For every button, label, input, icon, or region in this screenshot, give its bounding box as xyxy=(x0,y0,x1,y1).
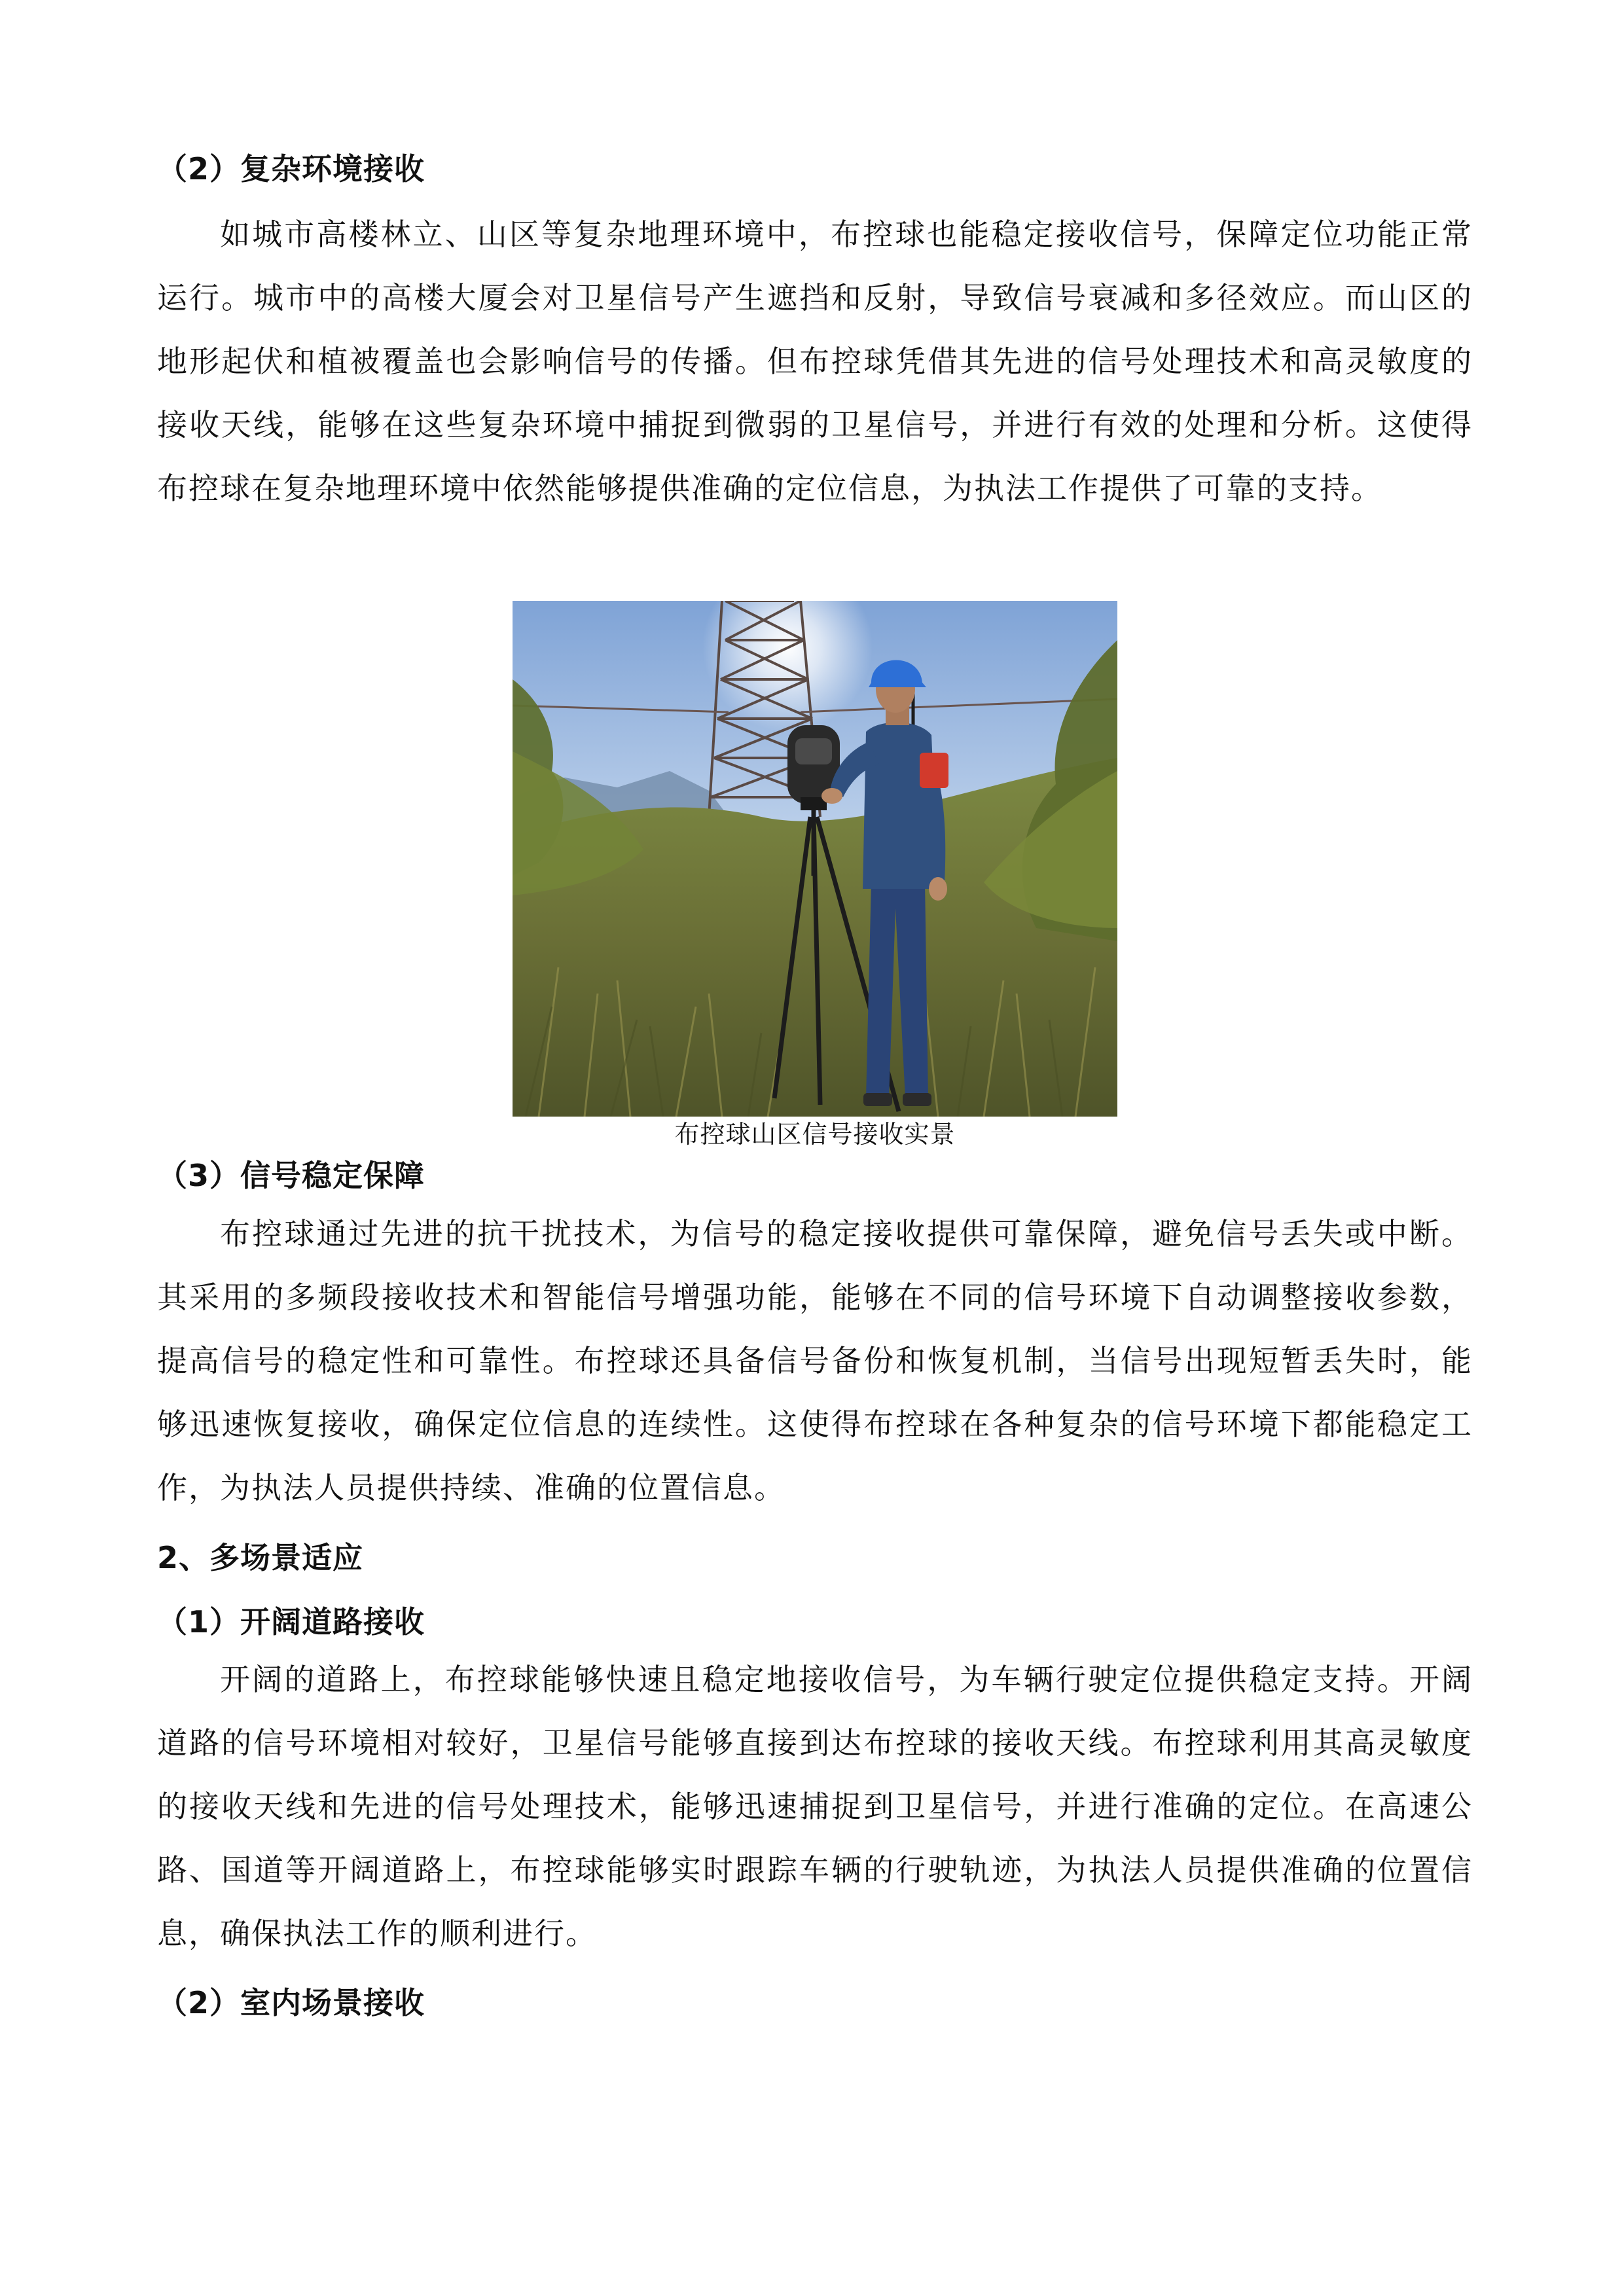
figure-caption: 布控球山区信号接收实景 xyxy=(674,1120,956,1149)
section-heading-open-road: （1）开阔道路接收 xyxy=(157,1604,425,1640)
section-heading-complex-environment: （2）复杂环境接收 xyxy=(157,151,425,187)
section-heading-multi-scenario: 2、多场景适应 xyxy=(157,1540,364,1575)
paragraph-signal-stability: 布控球通过先进的抗干扰技术，为信号的稳定接收提供可靠保障，避免信号丢失或中断。其采用的多频段接收技术和智能信号增强功能，能够在不同的信号环境下自动调整接收参数，提高信号的稳定性和可靠性。布控球还具备信号备份和恢复机制，当信号出现短暂丢失时，能够迅速恢复接收，确保定位信息的连续性。这使得布控球在各种复杂的信号环境下都能稳定工作，为执法人员提供持续、准确的位置信息。 xyxy=(157,1216,1473,1505)
section-heading-signal-stability: （3）信号稳定保障 xyxy=(157,1158,425,1193)
field-photo-illustration xyxy=(513,601,1117,1117)
paragraph-complex-environment: 如城市高楼林立、山区等复杂地理环境中，布控球也能稳定接收信号，保障定位功能正常运行。城市中的高楼大厦会对卫星信号产生遮挡和反射，导致信号衰减和多径效应。而山区的地形起伏和植被覆盖也会影响信号的传播。但布控球凭借其先进的信号处理技术和高灵敏度的接收天线，能够在这些复杂环境中捕捉到微弱的卫星信号，并进行有效的处理和分析。这使得布控球在复杂地理环境中依然能够提供准确的定位信息，为执法工作提供了可靠的支持。 xyxy=(157,217,1473,506)
paragraph-open-road: 开阔的道路上，布控球能够快速且稳定地接收信号，为车辆行驶定位提供稳定支持。开阔道路的信号环境相对较好，卫星信号能够直接到达布控球的接收天线。布控球利用其高灵敏度的接收天线和先进的信号处理技术，能够迅速捕捉到卫星信号，并进行准确的定位。在高速公路、国道等开阔道路上，布控球能够实时跟踪车辆的行驶轨迹，为执法人员提供准确的位置信息，确保执法工作的顺利进行。 xyxy=(157,1662,1473,1951)
section-heading-indoor: （2）室内场景接收 xyxy=(157,1985,425,2020)
field-photo xyxy=(513,601,1117,1117)
armband xyxy=(920,753,948,788)
